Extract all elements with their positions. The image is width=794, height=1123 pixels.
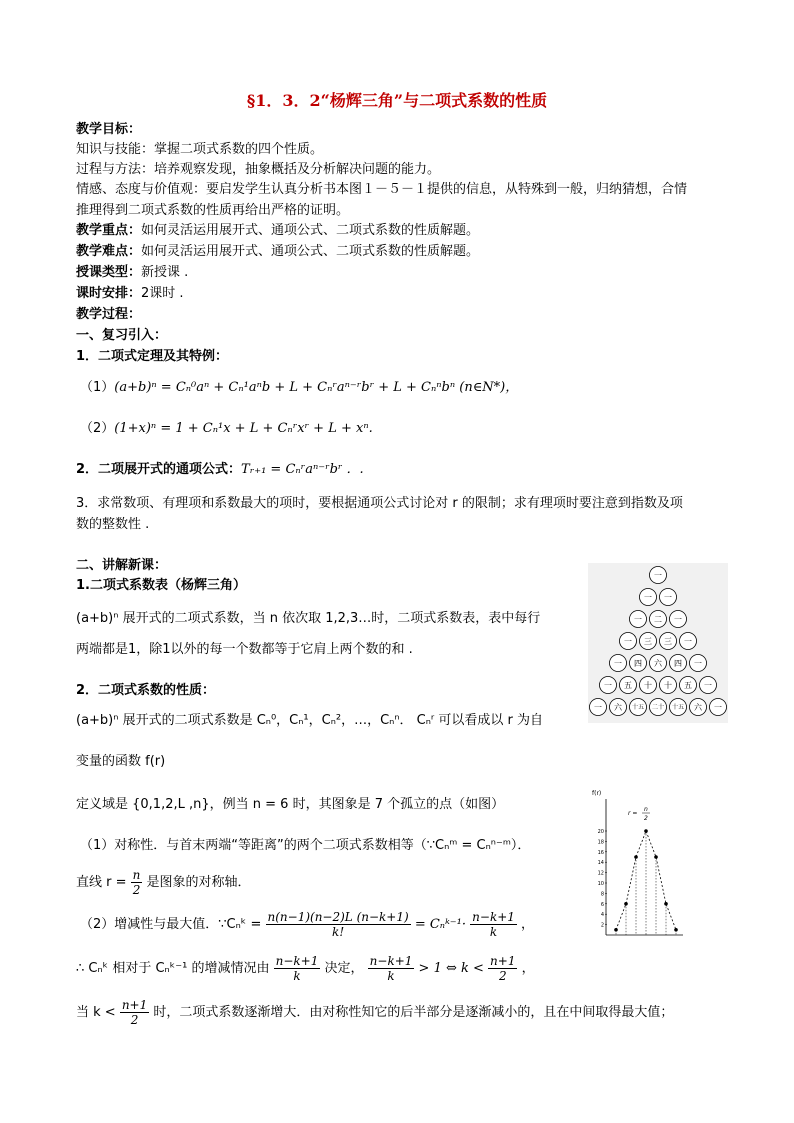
- page-title: §1．3．2“杨辉三角”与二项式系数的性质: [246, 91, 548, 110]
- triangle-cell: [650, 611, 667, 628]
- svg-text:一: 一: [674, 614, 682, 624]
- objective-emotion-line1: 情感、态度与价值观：要启发学生认真分析书本图１－５－１提供的信息，从特殊到一般，归纳猜想，合情: [76, 182, 688, 197]
- svg-text:六: 六: [614, 702, 622, 712]
- triangle-cell: [600, 677, 617, 694]
- key-points-label: 教学重点：: [76, 223, 142, 238]
- review-item3-line2: 数的整数性 .: [76, 517, 150, 532]
- triangle-cell: [680, 633, 697, 650]
- svg-text:一: 一: [644, 592, 652, 602]
- triangle-cell: [690, 655, 707, 672]
- ratio-condition-line: ∴ Cₙᵏ 相对于 Cₙᵏ⁻¹ 的增减情况由 $\frac{n-k+1}{k}$ 决定， $\frac{n-k+1}{k}$ > 1 ⇔ k < $\frac{n+1}{2}$ ，: [76, 954, 535, 983]
- formula2-label: （2）: [80, 421, 115, 436]
- objectives-heading: 教学目标：: [76, 122, 142, 137]
- triangle-cell: [630, 655, 647, 672]
- triangle-cell: [640, 589, 657, 606]
- graph-point: [674, 928, 678, 932]
- lesson-hours-text: 2课时 .: [141, 286, 184, 301]
- svg-text:十: 十: [644, 680, 652, 690]
- triangle-cell: [610, 655, 627, 672]
- objective-process: 过程与方法：培养观察发现，抽象概括及分析解决问题的能力。: [76, 162, 441, 177]
- lesson-type-label: 授课类型：: [76, 265, 142, 280]
- svg-text:二: 二: [654, 614, 662, 624]
- triangle-cell: [670, 655, 687, 672]
- graph-ylabel: f(r): [592, 790, 602, 797]
- svg-text:十: 十: [664, 680, 672, 690]
- svg-text:五: 五: [624, 680, 632, 690]
- graph-point: [644, 829, 648, 833]
- svg-text:二十: 二十: [651, 704, 665, 712]
- graph-y-tick: 2: [600, 922, 604, 929]
- svg-text:四: 四: [634, 658, 642, 668]
- triangle-cell: [670, 611, 687, 628]
- graph-point: [624, 902, 628, 906]
- triangle-cell: [640, 633, 657, 650]
- formula2: (1+x)ⁿ = 1 + Cₙ¹x + L + Cₙʳxʳ + L + xⁿ.: [114, 421, 373, 436]
- section2-text-line2: 变量的函数 f(r): [76, 754, 166, 769]
- svg-text:十五: 十五: [631, 704, 645, 712]
- graph-peak-den: 2: [644, 815, 648, 822]
- monotonic-property-line: （2）增减性与最大值．∵Cₙᵏ = $\frac{n(n-1)(n-2)L (n-k+1)}{k!}$ = Cₙᵏ⁻¹· $\frac{n-k+1}{k}$ ，: [80, 910, 535, 939]
- graph-y-tick: 20: [597, 829, 604, 835]
- svg-text:六: 六: [694, 702, 702, 712]
- triangle-cell: [630, 611, 647, 628]
- triangle-cell: [650, 655, 667, 672]
- graph-point: [634, 855, 638, 859]
- svg-text:一: 一: [684, 636, 692, 646]
- review-item1: 1．二项式定理及其特例：: [76, 349, 229, 364]
- triangle-cell: [650, 699, 667, 716]
- svg-text:四: 四: [674, 658, 682, 668]
- section2-text-line1: (a+b)ⁿ 展开式的二项式系数是 Cₙ⁰，Cₙ¹，Cₙ²，…，Cₙⁿ． Cₙʳ 可以看成以 r 为自: [76, 713, 544, 728]
- section1-heading: 1.二项式系数表（杨辉三角）: [76, 578, 246, 593]
- svg-text:五: 五: [684, 680, 692, 690]
- graph-y-tick: 18: [597, 839, 604, 846]
- triangle-cell: [620, 633, 637, 650]
- objective-emotion-line2: 推理得到二项式系数的性质再给出严格的证明。: [76, 203, 350, 218]
- graph-y-tick: 8: [600, 891, 604, 898]
- general-term-formula: Tᵣ₊₁ = Cₙʳaⁿ⁻ʳbʳ ．.: [241, 462, 364, 477]
- domain-text: 定义域是 {0,1,2,L ,n}，例当 n = 6 时，其图象是 7 个孤立的点（如图）: [76, 797, 505, 812]
- graph-y-tick: 10: [597, 881, 604, 887]
- graph-y-tick: 4: [600, 912, 604, 919]
- review-heading: 一、复习引入：: [76, 328, 168, 343]
- triangle-cell: [700, 677, 717, 694]
- graph-peak-label-pre: r =: [628, 810, 638, 817]
- section1-text-line1: (a+b)ⁿ 展开式的二项式系数，当 n 依次取 1,2,3…时，二项式系数表，表中每行: [76, 611, 541, 626]
- lesson-hours-label: 课时安排：: [76, 286, 142, 301]
- svg-text:一: 一: [594, 702, 602, 712]
- key-points-text: 如何灵活运用展开式、通项公式、二项式系数的性质解题。: [141, 223, 480, 238]
- triangle-cell: [630, 699, 647, 716]
- graph-point: [654, 855, 658, 859]
- svg-text:一: 一: [634, 614, 642, 624]
- section1-text-line2: 两端都是1，除1以外的每一个数都等于它肩上两个数的和 .: [76, 642, 413, 657]
- section2-heading: 2．二项式系数的性质：: [76, 683, 216, 698]
- graph-point: [664, 902, 668, 906]
- objective-knowledge: 知识与技能：掌握二项式系数的四个性质。: [76, 142, 324, 157]
- triangle-cell: [660, 633, 677, 650]
- graph-y-tick: 6: [600, 901, 604, 908]
- process-heading: 教学过程：: [76, 307, 142, 322]
- svg-text:一: 一: [704, 680, 712, 690]
- graph-y-tick: 16: [597, 849, 604, 856]
- svg-text:一: 一: [604, 680, 612, 690]
- graph-y-tick: 14: [597, 860, 604, 867]
- svg-text:一: 一: [694, 658, 702, 668]
- svg-text:十五: 十五: [671, 704, 685, 712]
- svg-text:一: 一: [714, 702, 722, 712]
- triangle-cell: [620, 677, 637, 694]
- formula1-label: （1）: [80, 380, 115, 395]
- triangle-cell: [650, 567, 667, 584]
- svg-text:一: 一: [664, 592, 672, 602]
- triangle-cell: [610, 699, 627, 716]
- graph-peak-num: n: [644, 806, 648, 813]
- symmetry-property: （1）对称性．与首末两端“等距离”的两个二项式系数相等（∵Cₙᵐ = Cₙⁿ⁻ᵐ）．: [80, 838, 531, 853]
- svg-text:一: 一: [654, 570, 662, 580]
- binomial-coefficient-graph: [588, 785, 688, 945]
- triangle-cell: [660, 589, 677, 606]
- svg-text:一: 一: [614, 658, 622, 668]
- lesson-type-text: 新授课 .: [141, 265, 189, 280]
- triangle-cell: [690, 699, 707, 716]
- yang-hui-triangle: [588, 563, 728, 723]
- triangle-cell: [710, 699, 727, 716]
- triangle-cell: [670, 699, 687, 716]
- review-item2: 2．二项展开式的通项公式：: [76, 462, 242, 477]
- symmetry-axis-line: 直线 r = $\frac{n}{2}$ 是图象的对称轴．: [76, 868, 251, 897]
- triangle-cell: [660, 677, 677, 694]
- formula1: (a+b)ⁿ = Cₙ⁰aⁿ + Cₙ¹aⁿb + L + Cₙʳaⁿ⁻ʳbʳ + L + Cₙⁿbⁿ (n∈N*)，: [114, 380, 519, 395]
- difficult-points-text: 如何灵活运用展开式、通项公式、二项式系数的性质解题。: [141, 244, 480, 259]
- review-item3-line1: 3．求常数项、有理项和系数最大的项时，要根据通项公式讨论对 r 的限制；求有理项时要注意到指数及项: [76, 496, 683, 511]
- triangle-cell: [640, 677, 657, 694]
- new-heading: 二、讲解新课：: [76, 558, 168, 573]
- graph-point: [614, 928, 618, 932]
- svg-text:三: 三: [664, 636, 672, 646]
- difficult-points-label: 教学难点：: [76, 244, 142, 259]
- svg-text:一: 一: [624, 636, 632, 646]
- svg-text:六: 六: [654, 658, 662, 668]
- svg-text:三: 三: [644, 636, 652, 646]
- triangle-cell: [680, 677, 697, 694]
- graph-y-tick: 12: [597, 870, 604, 877]
- triangle-cell: [590, 699, 607, 716]
- maximum-value-line: 当 k < $\frac{n+1}{2}$ 时，二项式系数逐渐增大．由对称性知它的后半部分是逐渐减小的，且在中间取得最大值；: [76, 998, 674, 1027]
